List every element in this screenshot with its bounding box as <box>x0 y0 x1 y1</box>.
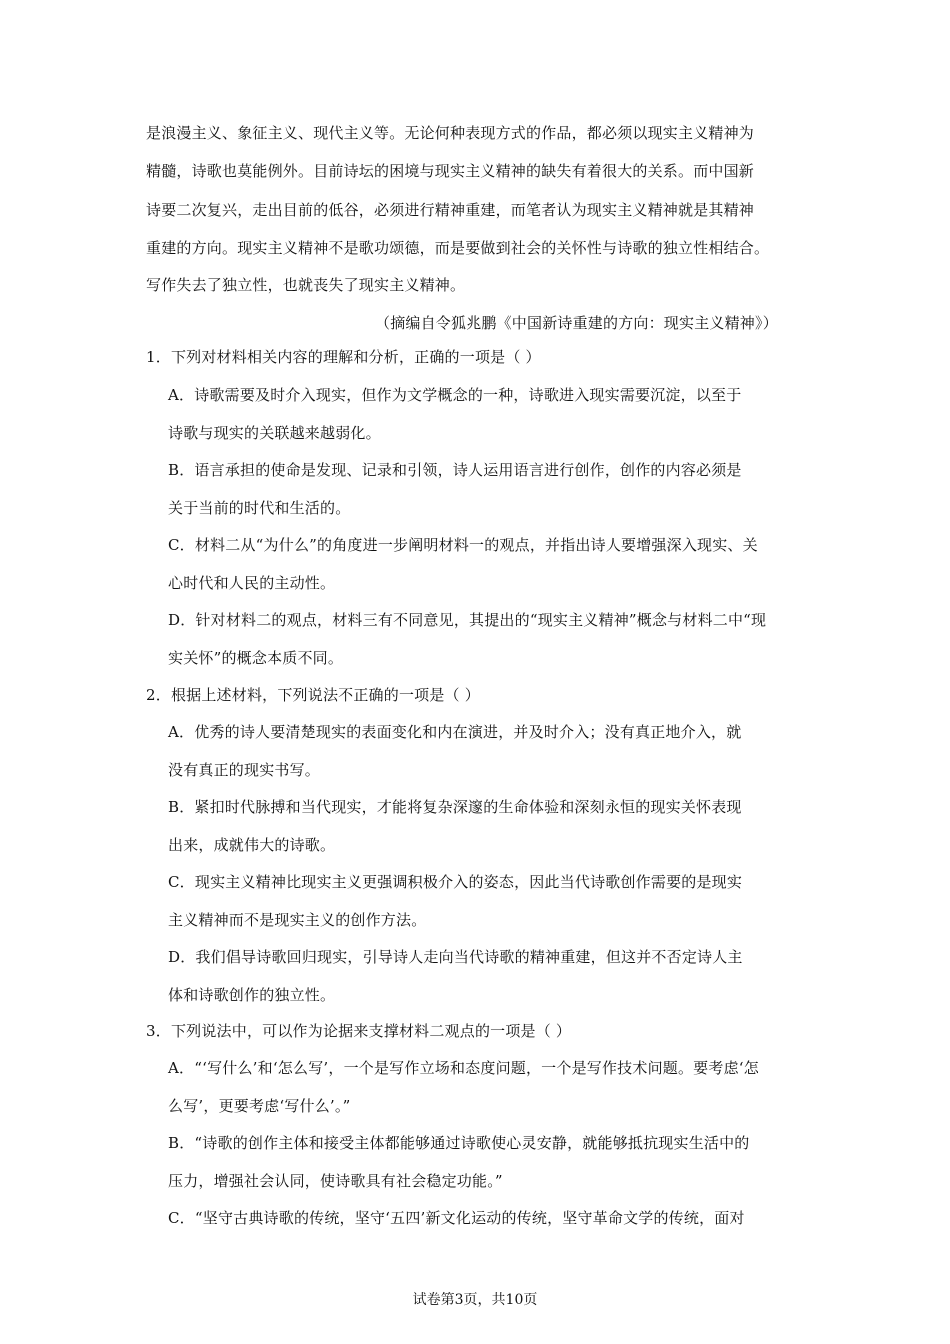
option-line: 关于当前的时代和生活的。 <box>168 499 351 517</box>
question-stem: 3．下列说法中，可以作为论据来支撑材料二观点的一项是（ ） <box>146 1022 572 1040</box>
option-line: 压力，增强社会认同，使诗歌具有社会稳定功能。” <box>168 1172 503 1190</box>
option-line: 实关怀”的概念本质不同。 <box>168 649 344 667</box>
passage-line: 诗要二次复兴，走出目前的低谷，必须进行精神重建，而笔者认为现实主义精神就是其精神 <box>146 201 755 219</box>
option-line: A．“‘写什么’和‘怎么写’，一个是写作立场和态度问题，一个是写作技术问题。要考虑‘怎 <box>168 1059 759 1077</box>
passage-line: 精髓，诗歌也莫能例外。目前诗坛的困境与现实主义精神的缺失有着很大的关系。而中国新 <box>146 162 755 180</box>
passage-line: 重建的方向。现实主义精神不是歌功颂德，而是要做到社会的关怀性与诗歌的独立性相结合。 <box>146 239 770 257</box>
option-line: B．紧扣时代脉搏和当代现实，才能将复杂深邃的生命体验和深刻永恒的现实关怀表现 <box>168 798 742 816</box>
option-line: 么写’，更要考虑‘写什么’。” <box>168 1097 351 1115</box>
option-line: 心时代和人民的主动性。 <box>168 574 336 592</box>
option-line: B．语言承担的使命是发现、记录和引领，诗人运用语言进行创作，创作的内容必须是 <box>168 461 742 479</box>
passage-line: 写作失去了独立性，也就丧失了现实主义精神。 <box>146 276 466 294</box>
option-line: A．诗歌需要及时介入现实，但作为文学概念的一种，诗歌进入现实需要沉淀，以至于 <box>168 386 742 404</box>
option-line: C．“坚守古典诗歌的传统，坚守‘五四’新文化运动的传统，坚守革命文学的传统，面对 <box>168 1209 745 1227</box>
option-line: 主义精神而不是现实主义的创作方法。 <box>168 911 427 929</box>
passage-source: （摘编自令狐兆鹏《中国新诗重建的方向：现实主义精神》） <box>375 314 778 332</box>
option-line: 体和诗歌创作的独立性。 <box>168 986 336 1004</box>
option-line: 诗歌与现实的关联越来越弱化。 <box>168 424 381 442</box>
option-line: B．“诗歌的创作主体和接受主体都能够通过诗歌使心灵安静，就能够抵抗现实生活中的 <box>168 1134 750 1152</box>
option-line: 没有真正的现实书写。 <box>168 761 321 779</box>
option-line: D．我们倡导诗歌回归现实，引导诗人走向当代诗歌的精神重建，但这并不否定诗人主 <box>168 948 743 966</box>
question-stem: 1．下列对材料相关内容的理解和分析，正确的一项是（ ） <box>146 348 541 366</box>
option-line: C．材料二从“为什么”的角度进一步阐明材料一的观点，并指出诗人要增强深入现实、关 <box>168 536 758 554</box>
option-line: A．优秀的诗人要清楚现实的表面变化和内在演进，并及时介入；没有真正地介入，就 <box>168 723 742 741</box>
option-line: D．针对材料二的观点，材料三有不同意见，其提出的“现实主义精神”概念与材料二中“现 <box>168 611 767 629</box>
question-stem: 2．根据上述材料，下列说法不正确的一项是（ ） <box>146 686 480 704</box>
option-line: 出来，成就伟大的诗歌。 <box>168 836 336 854</box>
option-line: C．现实主义精神比现实主义更强调积极介入的姿态，因此当代诗歌创作需要的是现实 <box>168 873 743 891</box>
passage-line: 是浪漫主义、象征主义、现代主义等。无论何种表现方式的作品，都必须以现实主义精神为 <box>146 124 755 142</box>
page-footer: 试卷第3页，共10页 <box>412 1292 538 1308</box>
